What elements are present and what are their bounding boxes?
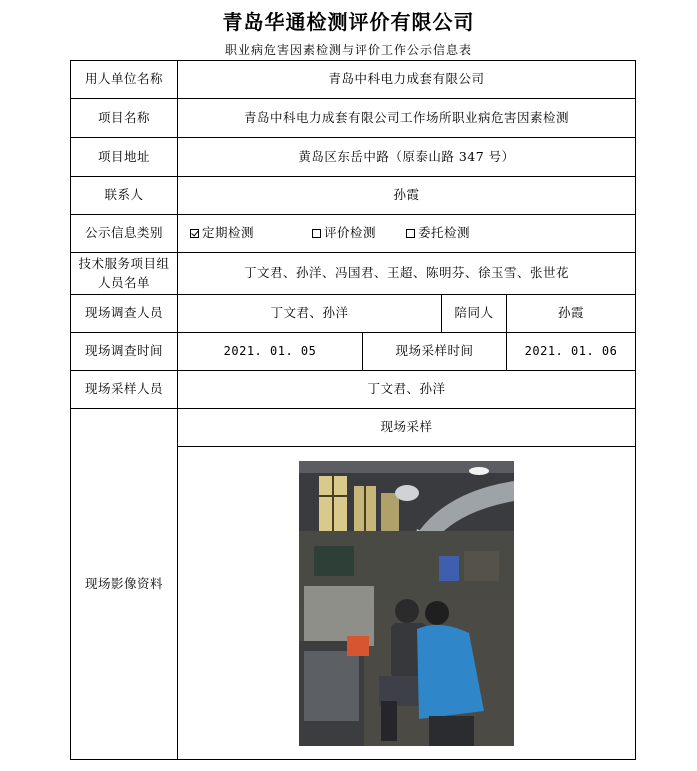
info-table — [70, 60, 636, 760]
escort-label: 陪同人 — [442, 295, 507, 333]
row-employer — [71, 61, 636, 99]
contact-value: 孙霞 — [178, 177, 636, 215]
row-media-caption — [71, 409, 636, 447]
survey-staff-label: 现场调查人员 — [71, 295, 178, 333]
escort-value: 孙霞 — [507, 295, 636, 333]
checkbox-empty-icon — [406, 229, 415, 238]
row-address — [71, 138, 636, 177]
category-options — [178, 215, 636, 253]
row-team — [71, 253, 636, 295]
sampling-staff-label: 现场采样人员 — [71, 371, 178, 409]
team-label: 技术服务项目组人员名单 — [71, 253, 178, 295]
document-title: 青岛华通检测评价有限公司 — [222, 10, 475, 34]
row-category — [71, 215, 636, 253]
contact-label: 联系人 — [71, 177, 178, 215]
photo-cell — [178, 447, 636, 760]
category-option-periodic: 定期检测 — [190, 224, 254, 242]
address-label: 项目地址 — [71, 138, 178, 177]
row-times — [71, 333, 636, 371]
checkbox-checked-icon — [190, 229, 199, 238]
survey-time-value: 2021. 01. 05 — [178, 333, 363, 371]
category-label: 公示信息类别 — [71, 215, 178, 253]
category-option-commissioned: 委托检测 — [406, 224, 470, 242]
employer-label: 用人单位名称 — [71, 61, 178, 99]
sampling-staff-value: 丁文君、孙洋 — [178, 371, 636, 409]
sampling-time-label: 现场采样时间 — [363, 333, 507, 371]
employer-value: 青岛中科电力成套有限公司 — [178, 61, 636, 99]
media-label: 现场影像资料 — [71, 409, 178, 760]
row-survey-staff — [71, 295, 636, 333]
address-value: 黄岛区东岳中路（原泰山路 347 号） — [178, 138, 636, 177]
document-subtitle: 职业病危害因素检测与评价工作公示信息表 — [224, 43, 472, 57]
survey-staff-value: 丁文君、孙洋 — [178, 295, 442, 333]
category-option-evaluation: 评价检测 — [312, 224, 376, 242]
team-value: 丁文君、孙洋、冯国君、王超、陈明芬、徐玉雪、张世花 — [178, 253, 636, 295]
project-value: 青岛中科电力成套有限公司工作场所职业病危害因素检测 — [178, 99, 636, 138]
sampling-time-value: 2021. 01. 06 — [507, 333, 636, 371]
project-label: 项目名称 — [71, 99, 178, 138]
row-sampling-staff — [71, 371, 636, 409]
survey-time-label: 现场调查时间 — [71, 333, 178, 371]
site-photo — [299, 461, 514, 746]
row-project — [71, 99, 636, 138]
checkbox-empty-icon — [312, 229, 321, 238]
row-contact — [71, 177, 636, 215]
media-caption: 现场采样 — [178, 409, 636, 447]
